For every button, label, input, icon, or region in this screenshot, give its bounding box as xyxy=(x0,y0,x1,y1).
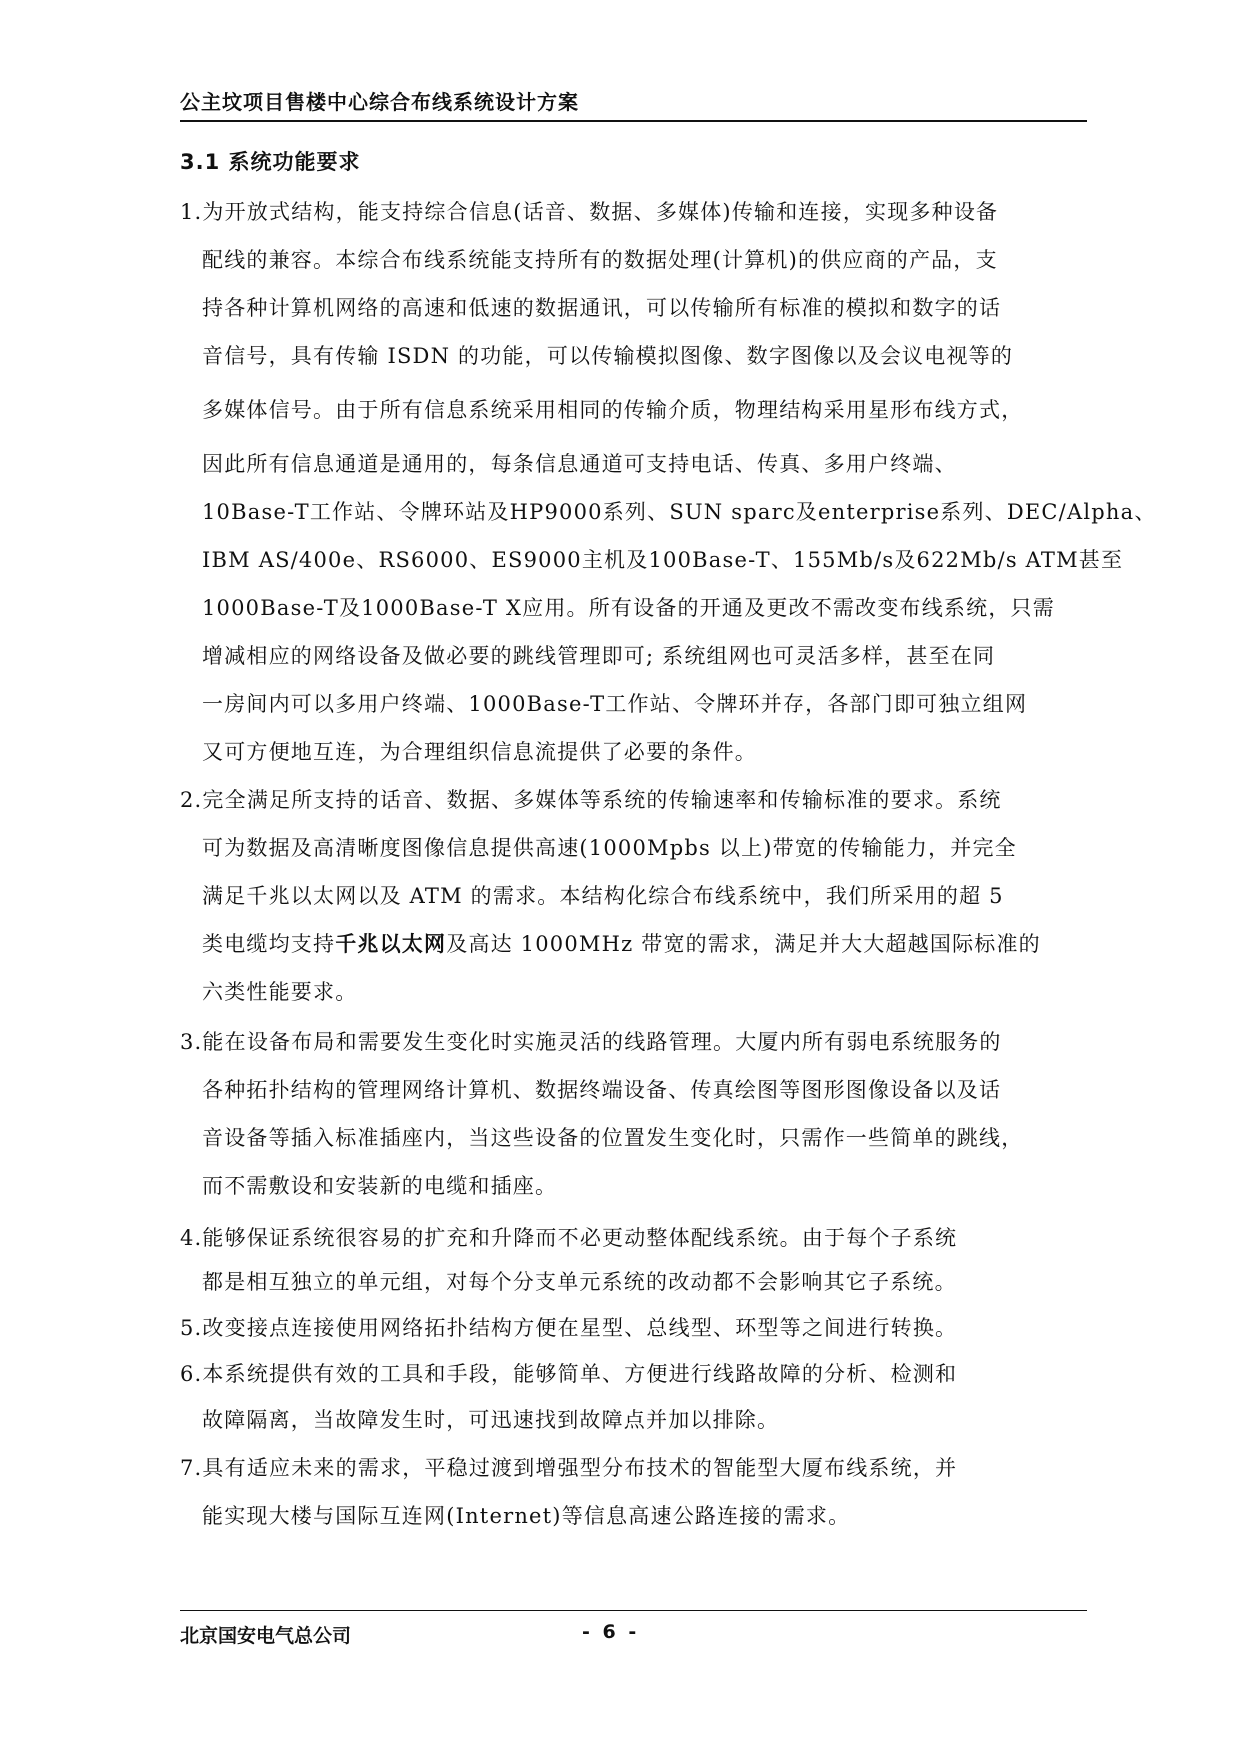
text-run: 及高达 1000MHz 带宽的需求，满足并大大超越国际标准的 xyxy=(446,932,1041,956)
paragraph-line: 多媒体信号。由于所有信息系统采用相同的传输介质，物理结构采用星形布线方式， xyxy=(202,398,1024,422)
paragraph-line: 而不需敷设和安装新的电缆和插座。 xyxy=(202,1174,558,1198)
bold-emphasis: 千兆以太网 xyxy=(335,932,447,956)
page-header xyxy=(180,86,1087,122)
paragraph-line: 音信号，具有传输 ISDN 的功能，可以传输模拟图像、数字图像以及会议电视等的 xyxy=(202,344,1014,368)
company-name: 北京国安电气总公司 xyxy=(180,1625,352,1647)
paragraph-line: 满足千兆以太网以及 ATM 的需求。本结构化综合布线系统中，我们所采用的超 5 xyxy=(202,884,1004,908)
paragraph-line: 可为数据及高清晰度图像信息提供高速(1000Mpbs 以上)带宽的传输能力，并完全 xyxy=(202,836,1017,860)
paragraph-line: 各种拓扑结构的管理网络计算机、数据终端设备、传真绘图等图形图像设备以及话 xyxy=(202,1078,1002,1102)
page-footer xyxy=(180,1610,1087,1651)
paragraph-line: 都是相互独立的单元组，对每个分支单元系统的改动都不会影响其它子系统。 xyxy=(202,1270,957,1294)
paragraph-line: 2.完全满足所支持的话音、数据、多媒体等系统的传输速率和传输标准的要求。系统 xyxy=(180,788,1002,812)
paragraph-line: 持各种计算机网络的高速和低速的数据通讯，可以传输所有标准的模拟和数字的话 xyxy=(202,296,1002,320)
paragraph-line: 一房间内可以多用户终端、1000Base-T工作站、令牌环并存，各部门即可独立组网 xyxy=(202,692,1028,716)
section-heading: 3.1 系统功能要求 xyxy=(180,150,361,174)
paragraph-line: IBM AS/400e、RS6000、ES9000主机及100Base-T、155Mb/s及622Mb/s ATM甚至 xyxy=(202,548,1124,572)
text-run: 类电缆均支持 xyxy=(202,932,336,956)
paragraph-line: 6.本系统提供有效的工具和手段，能够简单、方便进行线路故障的分析、检测和 xyxy=(180,1362,958,1386)
page-number: - 6 - xyxy=(582,1621,640,1643)
paragraph-line: 增减相应的网络设备及做必要的跳线管理即可; 系统组网也可灵活多样，甚至在同 xyxy=(202,644,996,668)
paragraph-line: 音设备等插入标准插座内，当这些设备的位置发生变化时，只需作一些简单的跳线， xyxy=(202,1126,1024,1150)
document-title: 公主坟项目售楼中心综合布线系统设计方案 xyxy=(180,90,579,114)
paragraph-line: 3.能在设备布局和需要发生变化时实施灵活的线路管理。大厦内所有弱电系统服务的 xyxy=(180,1030,1002,1054)
paragraph-line xyxy=(202,928,1041,958)
paragraph-line: 又可方便地互连，为合理组织信息流提供了必要的条件。 xyxy=(202,740,757,764)
paragraph-line: 5.改变接点连接使用网络拓扑结构方便在星型、总线型、环型等之间进行转换。 xyxy=(180,1316,958,1340)
paragraph-line: 能实现大楼与国际互连网(Internet)等信息高速公路连接的需求。 xyxy=(202,1504,851,1528)
paragraph-line: 因此所有信息通道是通用的，每条信息通道可支持电话、传真、多用户终端、 xyxy=(202,452,957,476)
paragraph-line: 4.能够保证系统很容易的扩充和升降而不必更动整体配线系统。由于每个子系统 xyxy=(180,1226,958,1250)
paragraph-line: 1.为开放式结构，能支持综合信息(话音、数据、多媒体)传输和连接，实现多种设备 xyxy=(180,200,999,224)
paragraph-line: 10Base-T工作站、令牌环站及HP9000系列、SUN sparc及enterprise系列、DEC/Alpha、 xyxy=(202,500,1157,524)
paragraph-line: 故障隔离，当故障发生时，可迅速找到故障点并加以排除。 xyxy=(202,1408,780,1432)
paragraph-line: 配线的兼容。本综合布线系统能支持所有的数据处理(计算机)的供应商的产品，支 xyxy=(202,248,998,272)
paragraph-line: 六类性能要求。 xyxy=(202,980,358,1004)
paragraph-line: 1000Base-T及1000Base-T X应用。所有设备的开通及更改不需改变布线系统，只需 xyxy=(202,596,1055,620)
paragraph-line: 7.具有适应未来的需求，平稳过渡到增强型分布技术的智能型大厦布线系统，并 xyxy=(180,1456,958,1480)
